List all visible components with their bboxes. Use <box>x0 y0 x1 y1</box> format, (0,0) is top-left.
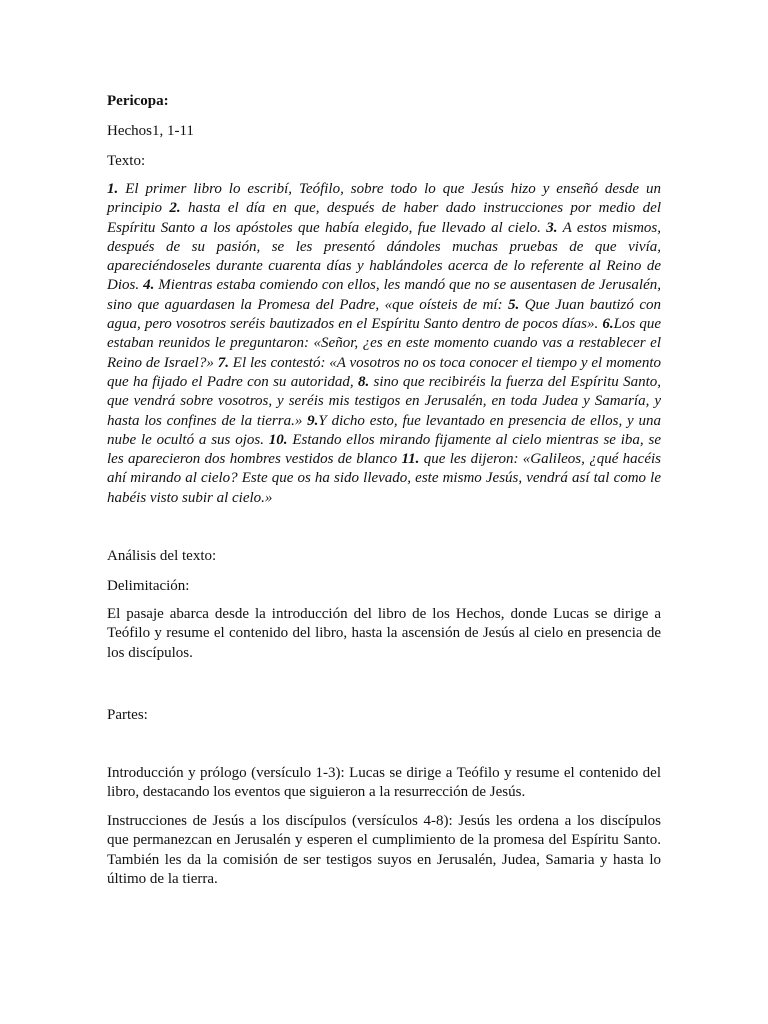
verse-text: Los que estaban reunidos le preguntaron: «Señor, ¿es en este momento cuando vas a restablecer el Reino de Israel?» <box>107 316 661 371</box>
analisis-heading: Análisis del texto: <box>107 548 217 564</box>
verse-text: que les dijeron: «Galileos, ¿qué hacéis ahí mirando al cielo? Este que os ha sido llevado, este mismo Jesús, vendrá así tal como le habéis visto subir al cielo.» <box>107 451 661 506</box>
parte-instrucciones-paragraph: Instrucciones de Jesús a los discípulos (versículos 4-8): Jesús les ordena a los discípulos que permanezcan en Jerusalén y esperen el cumplimiento de la promesa del Espíritu Santo. También les da la comisión de ser testigos suyos en Jerusalén, Judea, Samaria y hasta lo último de la tierra. <box>107 813 661 887</box>
verse-text: A estos mismos, después de su pasión, se les presentó dándoles muchas pruebas de que vivía, apareciéndoseles durante cuarenta días y hablándoles acerca de lo referente al Reino de Dios. <box>107 219 661 294</box>
verse-text: El primer libro lo escribí, Teófilo, sobre todo lo que Jesús hizo y enseñó desde un principio <box>107 181 661 217</box>
verse-number: 2. <box>169 200 181 217</box>
texto-heading: Texto: <box>107 153 146 169</box>
delimitacion-heading: Delimitación: <box>107 578 190 594</box>
verse-number: 3. <box>546 219 558 236</box>
verse-number: 8. <box>357 373 370 390</box>
parte-introduccion-paragraph: Introducción y prólogo (versículo 1-3): Lucas se dirige a Teófilo y resume el contenido del libro, destacando los eventos que siguieron a la resurrección de Jesús. <box>107 765 661 801</box>
verse-text: Y dicho esto, fue levantado en presencia de ellos, y una nube le ocultó a sus ojos. <box>107 412 661 448</box>
verse-number: 11. <box>401 451 420 468</box>
verse-number: 7. <box>217 354 229 371</box>
pericopa-heading: Pericopa: <box>107 93 169 109</box>
verse-text: El les contestó: «A vosotros no os toca conocer el tiempo y el momento que ha fijado el Padre con su autoridad, <box>107 354 662 390</box>
verse-text: Estando ellos mirando fijamente al cielo mientras se iba, se les aparecieron dos hombres vestidos de blanco <box>107 431 661 468</box>
verse-number: 1. <box>107 181 119 197</box>
verse-number: 5. <box>508 296 520 313</box>
scripture-reference: Hechos1, 1-11 <box>107 123 194 139</box>
verse-number: 10. <box>268 431 288 448</box>
verse-text: Que Juan bautizó con agua, pero vosotros seréis bautizados en el Espíritu Santo dentro de pocos días». <box>107 296 661 333</box>
scripture-passage <box>107 180 661 508</box>
verse-number: 4. <box>143 277 155 294</box>
verse-number: 6. <box>602 316 614 333</box>
delimitacion-paragraph: El pasaje abarca desde la introducción del libro de los Hechos, donde Lucas se dirige a Teófilo y resume el contenido del libro, hasta la ascensión de Jesús al cielo en presencia de los discípulos. <box>107 606 661 661</box>
verse-text: sino que recibiréis la fuerza del Espíritu Santo, que vendrá sobre vosotros, y seréis mis testigos en Jerusalén, en toda Judea y Samaría, y hasta los confines de la tierra.» <box>107 373 661 429</box>
partes-heading: Partes: <box>107 707 148 723</box>
verse-text: Mientras estaba comiendo con ellos, les mandó que no se ausentasen de Jerusalén, sino que aguardasen la Promesa del Padre, «que oísteis de mí: <box>107 277 661 313</box>
verse-number: 9. <box>307 412 319 429</box>
verse-text: hasta el día en que, después de haber dado instrucciones por medio del Espíritu Santo a los apóstoles que había elegido, fue llevado al cielo. <box>107 200 661 236</box>
